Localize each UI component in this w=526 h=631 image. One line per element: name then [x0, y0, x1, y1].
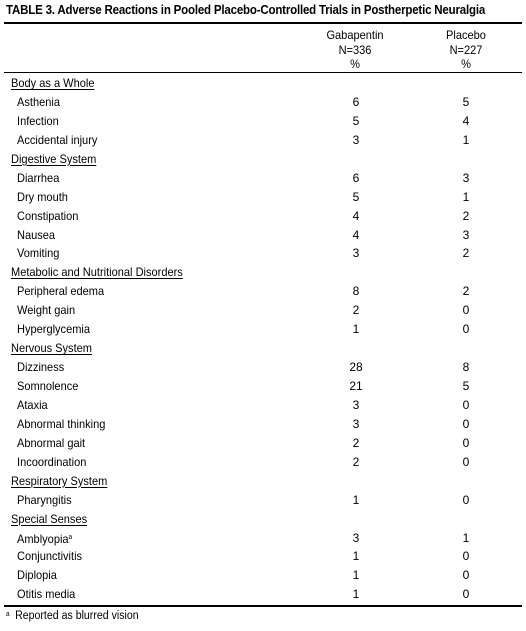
reaction-label: [17, 244, 59, 263]
gabapentin-value: 3: [352, 246, 360, 261]
table-row: [0, 301, 526, 320]
gabapentin-value: 21: [349, 379, 363, 393]
table-row: [0, 377, 526, 396]
column-unit: %: [461, 57, 471, 71]
reaction-label: [17, 131, 97, 150]
footnote-ref: a: [68, 533, 73, 541]
header-rule: [4, 72, 522, 73]
footnote-marker: a: [6, 611, 10, 618]
table-body: [0, 74, 526, 604]
column-header-placebo: [415, 28, 516, 72]
placebo-value: 0: [462, 303, 470, 318]
label-text: Dizziness: [17, 360, 65, 375]
category-label: [11, 150, 96, 169]
category-row: [0, 263, 526, 282]
gabapentin-value: 1: [352, 492, 360, 507]
category-row: [0, 150, 526, 169]
table-row: [0, 396, 526, 415]
table-row: [0, 282, 526, 301]
reaction-label: [17, 301, 75, 320]
footnote-text: Reported as blurred vision: [15, 610, 139, 622]
label-text: Nausea: [17, 227, 56, 242]
gabapentin-value: 3: [352, 397, 360, 412]
category-label: [11, 472, 107, 491]
label-text: Respiratory System: [11, 473, 108, 488]
table-row: [0, 415, 526, 434]
label-text: Incoordination: [17, 454, 87, 469]
gabapentin-value: 2: [352, 435, 360, 450]
placebo-value: 3: [462, 170, 470, 185]
placebo-value: 0: [462, 397, 470, 412]
placebo-value: 3: [462, 227, 470, 242]
label-text: Abnormal thinking: [17, 416, 106, 431]
category-row: [0, 510, 526, 529]
reaction-label: [17, 377, 78, 396]
reaction-label: [17, 453, 86, 472]
placebo-value: 0: [462, 322, 470, 337]
placebo-value: 0: [462, 568, 470, 583]
label-text: Hyperglycemia: [17, 322, 91, 337]
placebo-value: 4: [462, 113, 470, 128]
reaction-label: [17, 358, 64, 377]
top-rule: [4, 22, 522, 24]
gabapentin-value: 4: [352, 208, 360, 223]
label-text: Weight gain: [17, 303, 76, 318]
table-row: [0, 244, 526, 263]
column-unit: %: [350, 57, 360, 71]
label-text: Body as a Whole: [11, 76, 95, 90]
table-row: [0, 226, 526, 245]
category-label: [11, 74, 94, 93]
table-row: [0, 93, 526, 112]
label-text: Metabolic and Nutritional Disorders: [11, 265, 183, 280]
label-text: Accidental injury: [17, 132, 98, 147]
label-text: Ataxia: [17, 397, 48, 412]
category-label: [11, 510, 87, 529]
placebo-value: 2: [462, 208, 470, 223]
gabapentin-value: 2: [352, 303, 360, 318]
label-text: Amblyopia: [17, 531, 69, 546]
table-row: [0, 491, 526, 510]
gabapentin-value: 2: [352, 454, 360, 469]
table-title: TABLE 3. Adverse Reactions in Pooled Placebo-Controlled Trials in Postherpetic Neuralgia: [6, 3, 486, 17]
placebo-value: 0: [462, 416, 470, 431]
category-row: [0, 472, 526, 491]
label-text: Infection: [17, 113, 59, 128]
reaction-label: [17, 207, 78, 226]
label-text: Constipation: [17, 208, 79, 223]
label-text: Diarrhea: [17, 170, 60, 185]
label-text: Peripheral edema: [17, 284, 105, 299]
label-text: Asthenia: [17, 94, 60, 109]
reaction-label: [17, 547, 82, 566]
table-row: [0, 585, 526, 604]
column-n: N=336: [338, 42, 372, 57]
gabapentin-value: 8: [352, 284, 360, 299]
gabapentin-value: 28: [349, 360, 363, 375]
bottom-rule: [4, 605, 522, 607]
placebo-value: 1: [462, 530, 470, 545]
gabapentin-value: 1: [352, 322, 360, 337]
reaction-label: [17, 169, 59, 188]
gabapentin-value: 1: [352, 587, 360, 602]
table-row: [0, 566, 526, 585]
reaction-label: [17, 415, 105, 434]
placebo-value: 0: [462, 435, 470, 450]
reaction-label: [17, 585, 75, 604]
gabapentin-value: 1: [352, 568, 360, 583]
category-row: [0, 339, 526, 358]
label-text: Abnormal gait: [17, 435, 86, 450]
footnote: [6, 610, 139, 622]
table-row: [0, 112, 526, 131]
reaction-label: [17, 566, 57, 585]
placebo-value: 1: [462, 132, 470, 147]
category-row: [0, 74, 526, 93]
label-text: Somnolence: [17, 379, 79, 393]
placebo-value: 8: [462, 360, 470, 375]
label-text: Pharyngitis: [17, 492, 72, 507]
label-text: Conjunctivitis: [17, 549, 83, 564]
label-text: Nervous System: [11, 341, 92, 356]
placebo-value: 0: [462, 454, 470, 469]
table-row: [0, 434, 526, 453]
reaction-label: [17, 112, 59, 131]
reaction-label: [17, 282, 104, 301]
table-row: [0, 358, 526, 377]
reaction-label: [17, 188, 68, 207]
table-row: [0, 131, 526, 150]
placebo-value: 0: [462, 587, 470, 602]
table-row: [0, 529, 526, 548]
table-row: [0, 207, 526, 226]
placebo-value: 2: [462, 284, 470, 299]
gabapentin-value: 1: [352, 549, 360, 564]
reaction-label: [17, 320, 90, 339]
column-name: Placebo: [446, 28, 486, 42]
gabapentin-value: 6: [352, 94, 360, 109]
label-text: Otitis media: [17, 587, 76, 602]
table-row: [0, 320, 526, 339]
table-row: [0, 188, 526, 207]
gabapentin-value: 3: [352, 132, 360, 147]
gabapentin-value: 4: [352, 227, 360, 242]
label-text: Diplopia: [17, 568, 57, 583]
category-label: [11, 263, 183, 282]
reaction-label: [17, 93, 60, 112]
column-name: Gabapentin: [326, 28, 384, 42]
column-header-gabapentin: [304, 28, 405, 72]
gabapentin-value: 5: [352, 189, 360, 204]
gabapentin-value: 3: [352, 530, 360, 545]
column-n: N=227: [449, 42, 483, 57]
label-text: Dry mouth: [17, 189, 68, 204]
placebo-value: 5: [462, 94, 470, 109]
placebo-value: 0: [462, 492, 470, 507]
table-row: [0, 453, 526, 472]
placebo-value: 0: [462, 549, 470, 564]
gabapentin-value: 3: [352, 416, 360, 431]
reaction-label: [17, 491, 72, 510]
label-text: Special Senses: [11, 511, 88, 526]
reaction-label: [17, 529, 72, 549]
label-text: Vomiting: [17, 246, 60, 261]
table-row: [0, 169, 526, 188]
reaction-label: [17, 434, 85, 453]
reaction-label: [17, 226, 55, 245]
placebo-value: 2: [462, 246, 470, 261]
reaction-label: [17, 396, 48, 415]
placebo-value: 5: [462, 379, 470, 393]
table-row: [0, 547, 526, 566]
gabapentin-value: 6: [352, 170, 360, 185]
label-text: Digestive System: [11, 151, 97, 166]
placebo-value: 1: [462, 189, 470, 204]
category-label: [11, 339, 92, 358]
gabapentin-value: 5: [352, 113, 360, 128]
